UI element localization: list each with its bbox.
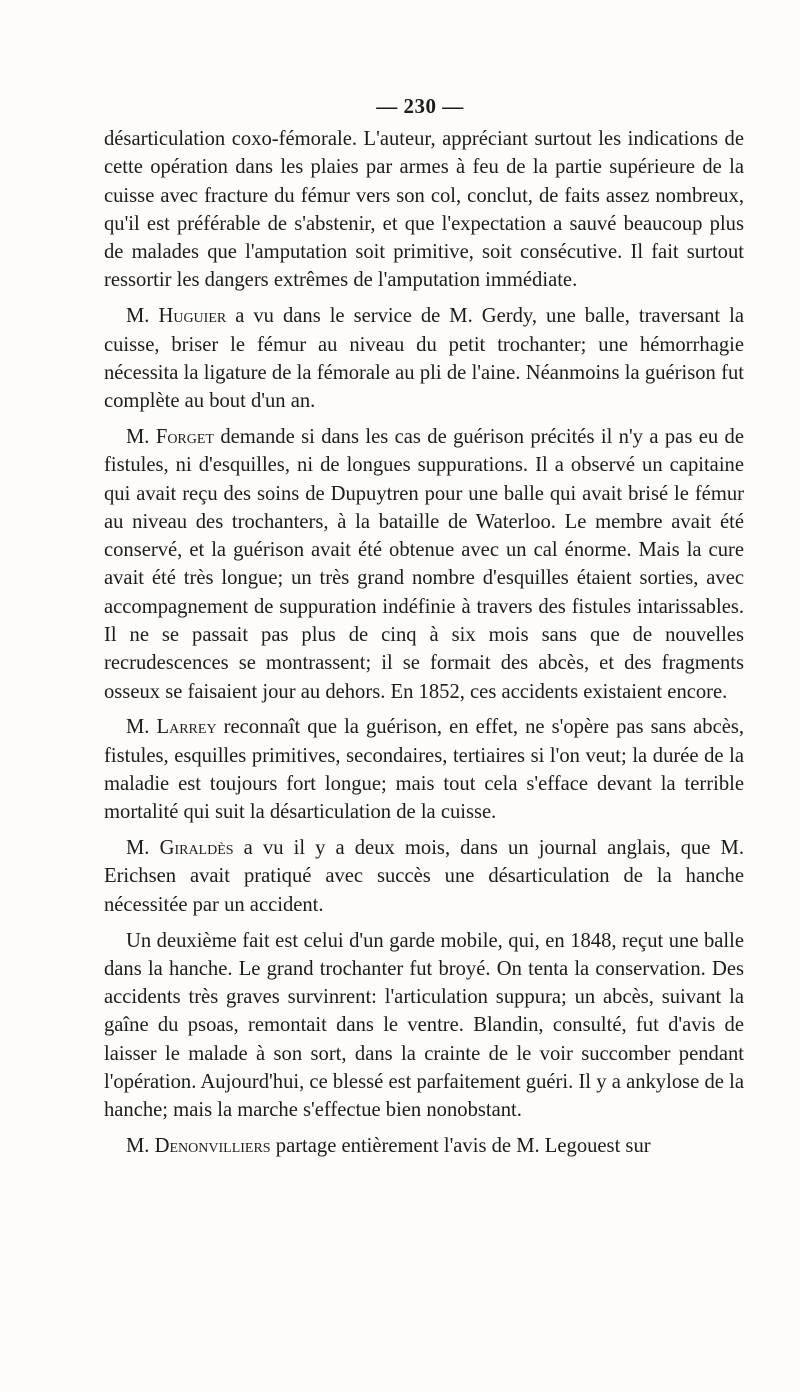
paragraph-text: reconnaît que la guérison, en effet, ne s'opère pas sans abcès, fistules, esquilles primitives, secondaires, tertiaires si l'on veut; la durée de la maladie est toujours fort longue; mais tout cela s'efface devant la terrible mortalité qui suit la désarticulation de la cuisse. [104, 716, 745, 824]
paragraph-forget [104, 423, 744, 706]
paragraph-denonvilliers [104, 1132, 744, 1160]
paragraph-text: désarticulation coxo-fémorale. L'auteur, appréciant surtout les indications de cette opération dans les plaies par armes à feu de la partie supérieure de la cuisse avec fracture du fémur vers son col, conclut, de faits assez nombreux, qu'il est préférable de s'abstenir, et que l'expectation a sauvé beaucoup plus de malades que l'amputation soit primitive, soit consécutive. Il fait surtout ressortir les dangers extrêmes de l'amputation immédiate. [104, 128, 744, 292]
speaker-title: M. [126, 837, 150, 860]
paragraph-larrey [104, 713, 744, 826]
paragraph-text: a vu dans le service de M. Gerdy, une balle, traversant la cuisse, briser le fémur au niveau du petit trochanter; une hémorrhagie nécessita la ligature de la fémorale au pli de l'aine. Néanmoins la guérison fut complète au bout d'un an. [104, 305, 744, 413]
speaker-title: M. [126, 1135, 150, 1158]
paragraph-text: demande si dans les cas de guérison précités il n'y a pas eu de fistules, ni d'esquilles, ni de longues suppurations. Il a observé un capitaine qui avait reçu des soins de Dupuytren pour une balle qui avait brisé le fémur au niveau des trochanters, à la bataille de Waterloo. Le membre avait été conservé, et la guérison avait été obtenue avec un cal énorme. Mais la cure avait été très longue; un très grand nombre d'esquilles étaient sorties, avec accompagnement de suppuration indéfinie à travers des fistules intarissables. Il ne se passait pas plus de cinq à six mois sans que de nouvelles recrudescences se montrassent; il se formait des abcès, et des fragments osseux se faisaient jour au dehors. En 1852, ces accidents existaient encore. [104, 425, 744, 703]
paragraph-second-case [104, 927, 744, 1125]
body-text [104, 125, 744, 1168]
page-number: — 230 — [376, 94, 464, 118]
speaker-name: Giraldès [159, 837, 234, 860]
speaker-name: Denonvilliers [154, 1135, 271, 1158]
paragraph-text: partage entièrement l'avis de M. Legouest sur [275, 1135, 651, 1158]
paragraph-text: Un deuxième fait est celui d'un garde mobile, qui, en 1848, reçut une balle dans la hanche. Le grand trochanter fut broyé. On tenta la conservation. Des accidents très graves survinrent: l'articulation suppura; un abcès, suivant la gaîne du psoas, remontait dans le ventre. Blandin, consulté, fut d'avis de laisser le malade à son sort, dans la crainte de le voir succomber pendant l'opération. Aujourd'hui, ce blessé est parfaitement guéri. Il y a ankylose de la hanche; mais la marche s'effectue bien nonobstant. [104, 929, 744, 1122]
speaker-name: Larrey [156, 716, 217, 739]
speaker-title: M. [126, 305, 150, 328]
paragraph-giraldes [104, 834, 744, 919]
paragraph-continuation [104, 125, 744, 295]
speaker-name: Forget [155, 425, 214, 448]
speaker-title: M. [126, 716, 150, 739]
speaker-name: Huguier [158, 305, 227, 328]
speaker-title: M. [126, 425, 150, 448]
paragraph-text: a vu il y a deux mois, dans un journal anglais, que M. Erichsen avait pratiqué avec succès une désarticulation de la hanche nécessitée par un accident. [104, 837, 745, 916]
paragraph-huguier [104, 302, 744, 415]
